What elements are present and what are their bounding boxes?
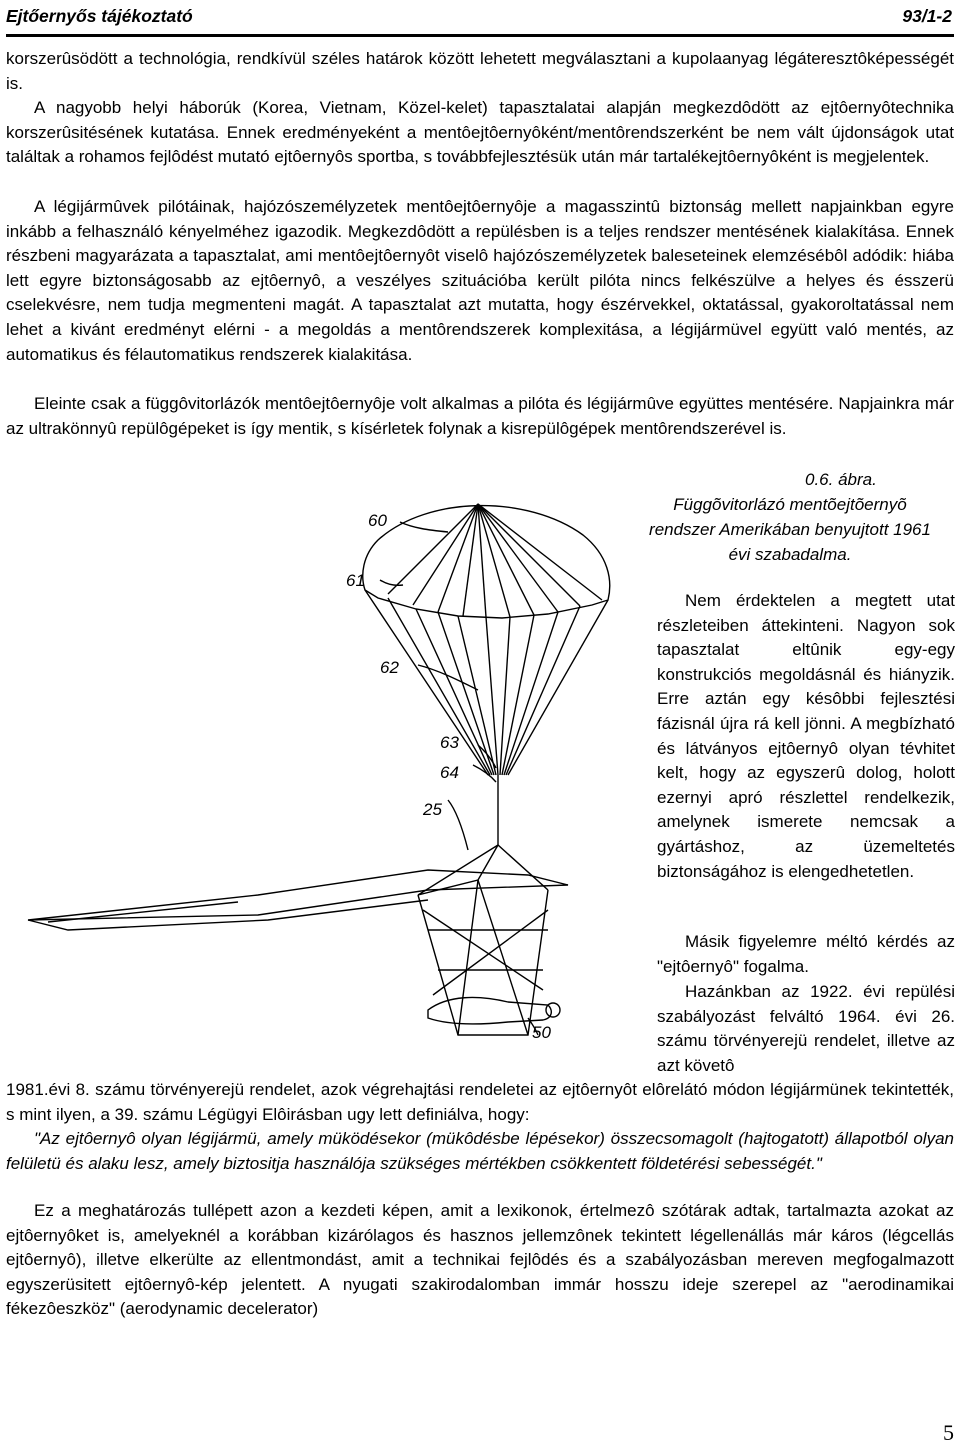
paragraph-4-text: Eleinte csak a függôvitorlázók mentôejtôernyôje volt alkalmas a pilóta és légijármûve együttes mentésére. Napjainkra már az ultrakönnyû repülôgépeket is így mentik, s kísérletek folynak a kisrepülôgépek mentôrendszerével is.: [6, 394, 954, 438]
paragraph-3: [6, 195, 954, 367]
side-paragraph-3: [657, 980, 955, 1078]
label-63: 63: [440, 733, 459, 752]
paragraph-1: [6, 47, 954, 96]
paragraph-2-text: A nagyobb helyi háborúk (Korea, Vietnam, Közel-kelet) tapasztalatai alapján megkezdôdött az ejtôernyôtechnika korszerûsitésének kutatása. Ennek eredményeként a mentôejtôernyôként/mentôrendszerként be nem vált újdonságok utat találtak a rohamos fejlôdést mutató ejtôernyôs sportba, s továbbfejlesztésük után már tartalékejtôernyôként is megjelentek.: [6, 98, 954, 167]
header-title: Ejtőernyős tájékoztató: [6, 6, 193, 26]
paragraph-4: [6, 392, 954, 441]
glider-wing: [28, 870, 568, 920]
hang-glider-parachute-drawing: [8, 490, 653, 1070]
paragraph-7: [6, 1199, 954, 1322]
paragraph-1-text: korszerûsödött a technológia, rendkívül széles határok között lehetett megválasztani a kupolaanyag légáteresztôképességét is.: [6, 49, 954, 93]
label-50: 50: [532, 1023, 551, 1042]
page-number: 5: [943, 1420, 954, 1445]
label-62: 62: [380, 658, 399, 677]
paragraph-7-text: Ez a meghatározás tullépett azon a kezdeti képen, amit a lexikonok, értelmezô szótárak adtak, tartalmazta azokat az ejtôernyôket is, amelyeknél a korábban kizárólagos és hasznos jellemzônek tekintett légellenállás már káros (légcellás ejtôernyô), illetve elkerülte az ellentmondást, amit a technikai fejlôdés és a szabályozásban mereven megfogalmazott egyszerüsitett ejtôernyô-kép jelentett. A nyugati szakirodalomban immár hosszu ideje szerepel az "aerodinamikai fékezôeszköz" (aerodynamic decelerator): [6, 1201, 954, 1319]
label-25: 25: [423, 800, 442, 819]
page-header: [6, 2, 954, 37]
definition-quote: [6, 1127, 954, 1176]
paragraph-5-text: 1981.évi 8. számu törvényerejü rendelet, azok végrehajtási rendeletei az ejtôernyôt elôrelátó módon légijármünek tekintették, s mint ilyen, a 39. számu Légügyi Elôirásban ugy lett definiálva, hogy:: [6, 1080, 954, 1124]
paragraph-2: [6, 96, 954, 170]
side-paragraph-2: [657, 930, 955, 979]
figure-caption: [640, 467, 940, 567]
label-64: 64: [440, 763, 459, 782]
paragraph-5: [6, 1078, 954, 1127]
side-paragraph-1: [657, 589, 955, 884]
header-issue: 93/1-2: [902, 6, 952, 26]
paragraph-3-text: A légijármûvek pilótáinak, hajózószemélyzetek mentôejtôernyôje a magasszintû biztonság mellett napjainkban egyre inkább a felhasználó kényelméhez igazodik. Megkezdôdött a repülésben is a teljes rendszer mentésének kialakítása. Ennek részbeni magyarázata a tapasztalat, ami mentôejtôernyôt viselô hajózószemélyzetek baleseteinek elemzésébôl adódik: hiába lett egyre biztonságosabb az ejtôernyô, a veszélyes szituációba került pilóta nincs felkészülve a helyes és ésszerü cselekvésre, nem tudja megmenteni magát. A tapasztalat azt mutatta, hogy észérvekkel, oktatással, gyakoroltatással nem lehet a kivánt eredményt elérni - a megoldás a mentôrendszerek komplexitása, a légijármüvel együtt való mentés, az automatikus és félautomatikus rendszerek kialakitása.: [6, 197, 954, 364]
figure-caption-text: Függõvitorlázó mentõejtõernyõ rendszer Amerikában benyujtott 1961 évi szabadalma.: [649, 495, 931, 564]
label-60: 60: [368, 511, 387, 530]
label-61: 61: [346, 571, 365, 590]
definition-quote-text: "Az ejtôernyô olyan légijármü, amely müködésekor (mükôdésbe lépésekor) összecsomagolt (hajtogatott) állapotból olyan felületü és alaku lesz, amely biztositja használója szükséges mértékben csökkentett földetérési sebességét.": [6, 1129, 954, 1173]
figure-number: 0.6. ábra.: [805, 470, 877, 489]
side-paragraph-1-text: Nem érdektelen a megtett utat részleteiben áttekinteni. Nagyon sok tapasztalat eltûnik egy-egy konstrukciós megoldásnál és hiányzik. Erre aztán egy késôbbi fejlesztési fázisnál újra rá kell jönni. A megbízható és látványos ejtôernyô olyan tévhitet kelt, hogy az egyszerû dolog, holott ezernyi apró részlettel rendelkezik, amelynek ismerete nemcsak a gyártáshoz, az üzemeltetés biztonságához is elengedhetetlen.: [657, 591, 955, 881]
side-paragraph-2-text: Másik figyelemre méltó kérdés az "ejtôernyô" fogalma.: [657, 932, 955, 976]
side-paragraph-3-text: Hazánkban az 1922. évi repülési szabályozást felváltó 1964. évi 26. számu törvényerejü rendelet, illetve az azt követô: [657, 982, 955, 1075]
